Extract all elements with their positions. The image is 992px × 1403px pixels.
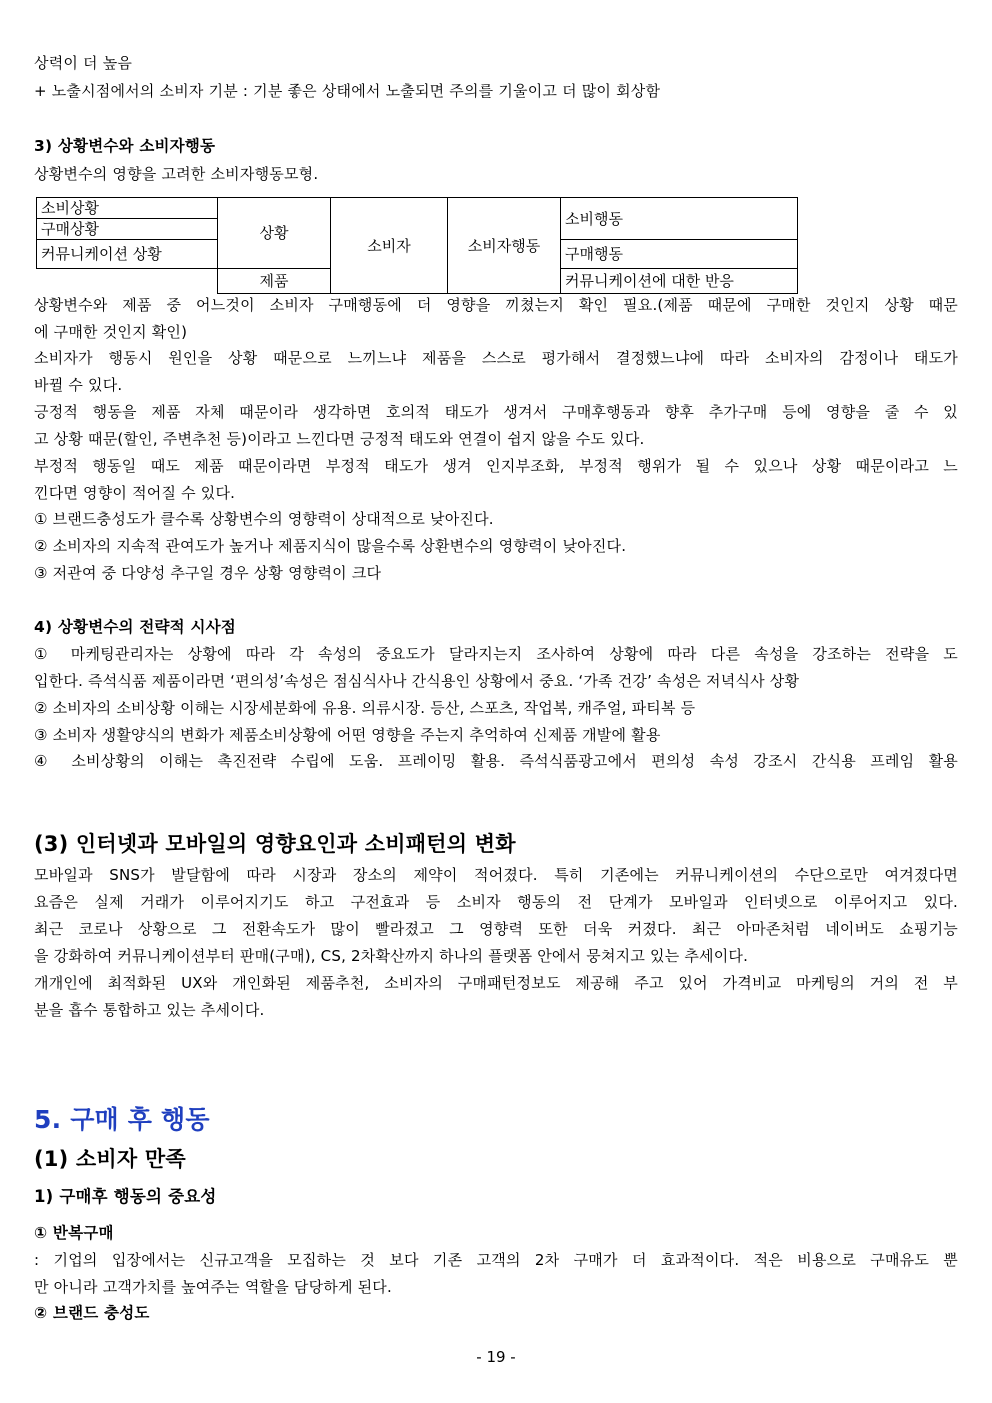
list-item: ③ 저관여 중 다양성 추구일 경우 상황 영향력이 크다 [34,564,382,582]
text-line: 부정적 행동일 때도 제품 때문이라면 부정적 태도가 생겨 인지부조화, 부정적 행위가 될 수 있으나 상황 때문이라고 느 [34,457,958,475]
text-line: 소비자가 행동시 원인을 상황 때문으로 느끼느냐 제품을 스스로 평가해서 결정했느냐에 따라 소비자의 감정이나 태도가 [34,349,958,367]
item-heading: ① 반복구매 [34,1224,114,1242]
list-item: ③ 소비자 생활양식의 변화가 제품소비상황에 어떤 영향을 주는지 추억하여 신제품 개발에 활용 [34,726,661,744]
list-item: ② 소비자의 소비상황 이해는 시장세분화에 유용. 의류시장. 등산, 스포츠, 작업복, 캐주얼, 파티복 등 [34,699,696,717]
list-item: ① 브랜드충성도가 클수록 상황변수의 영향력이 상대적으로 낮아진다. [34,510,494,528]
page-number: - 19 - [476,1348,516,1366]
list-item: ② 소비자의 지속적 관여도가 높거나 제품지식이 많을수록 상환변수의 영향력이 낮아진다. [34,537,627,555]
chapter-heading: 5. 구매 후 행동 [34,1105,210,1134]
text-line: 개개인에 최적화된 UX와 개인화된 제품추천, 소비자의 구매패턴정보도 제공해 주고 있어 가격비교 마케팅의 거의 전 부 [34,974,958,992]
text-line: 바뀔 수 있다. [34,376,123,394]
text-line: 만 아니라 고객가치를 높여주는 역할을 담당하게 된다. [34,1278,392,1296]
table-cell: 소비행동 [561,198,798,240]
list-item: ① 마케팅관리자는 상황에 따라 각 속성의 중요도가 달라지는지 조사하여 상황에 따라 다른 속성을 강조하는 전략을 도 [34,645,958,663]
table-cell: 구매상황 [37,219,218,240]
situation-model-table [36,197,798,294]
text-line: 고 상황 때문(할인, 주변추천 등)이라고 느낀다면 긍정적 태도와 연결이 쉽지 않을 수도 있다. [34,430,645,448]
text-line: 상황변수의 영향을 고려한 소비자행동모형. [34,165,319,183]
text-line: 긍정적 행동을 제품 자체 때문이라 생각하면 호의적 태도가 생겨서 구매후행동과 향후 추가구매 등에 영향을 줄 수 있 [34,403,958,421]
section-heading: 4) 상황변수의 전략적 시사점 [34,618,236,636]
list-item: 입한다. 즉석식품 제품이라면 ‘편의성’속성은 점심식사나 간식용인 상황에서 중요. ‘가족 건강’ 속성은 저녁식사 상황 [34,672,800,690]
text-line: + 노출시점에서의 소비자 기분 : 기분 좋은 상태에서 노출되면 주의를 기울이고 더 많이 회상함 [34,82,661,100]
text-line: 분을 흡수 통합하고 있는 추세이다. [34,1001,265,1019]
section-heading: 1) 구매후 행동의 중요성 [34,1187,217,1206]
text-line: 낀다면 영향이 적어질 수 있다. [34,484,236,502]
table-cell: 커뮤니케이션에 대한 반응 [561,269,798,294]
section-heading: (3) 인터넷과 모바일의 영향요인과 소비패턴의 변화 [34,832,516,856]
subsection-heading: (1) 소비자 만족 [34,1147,186,1171]
text-line: 에 구매한 것인지 확인) [34,323,188,341]
text-line: : 기업의 입장에서는 신규고객을 모집하는 것 보다 기존 고객의 2차 구매가 더 효과적이다. 적은 비용으로 구매유도 뿐 [34,1251,958,1269]
text-line: 상력이 더 높음 [34,54,133,72]
section-heading: 3) 상황변수와 소비자행동 [34,137,216,155]
table-cell: 제품 [218,269,331,294]
table-cell: 소비자행동 [448,198,561,294]
table-cell: 상황 [218,198,331,269]
text-line: 모바일과 SNS가 발달함에 따라 시장과 장소의 제약이 적어졌다. 특히 기존에는 커뮤니케이션의 수단으로만 여겨졌다면 [34,866,958,884]
table-cell: 소비자 [331,198,448,294]
table-cell-empty [37,269,218,294]
table-cell: 구매행동 [561,240,798,269]
list-item: ④ 소비상황의 이해는 촉진전략 수립에 도움. 프레이밍 활용. 즉석식품광고에서 편의성 속성 강조시 간식용 프레임 활용 [34,752,958,770]
text-line: 요즘은 실제 거래가 이루어지기도 하고 구전효과 등 소비자 행동의 전 단계가 모바일과 인터넷으로 이루어지고 있다. [34,893,958,911]
text-line: 상황변수와 제품 중 어느것이 소비자 구매행동에 더 영향을 끼쳤는지 확인 필요.(제품 때문에 구매한 것인지 상황 때문 [34,296,958,314]
table-cell: 소비상황 [37,198,218,219]
text-line: 을 강화하여 커뮤니케이션부터 판매(구매), CS, 2차확산까지 하나의 플랫폼 안에서 뭉쳐지고 있는 추세이다. [34,947,749,965]
table-cell: 커뮤니케이션 상황 [37,240,218,269]
text-line: 최근 코로나 상황으로 그 전환속도가 많이 빨라졌고 그 영향력 또한 더욱 커졌다. 최근 아마존처럼 네이버도 쇼핑기능 [34,920,958,938]
item-heading: ② 브랜드 충성도 [34,1304,150,1322]
